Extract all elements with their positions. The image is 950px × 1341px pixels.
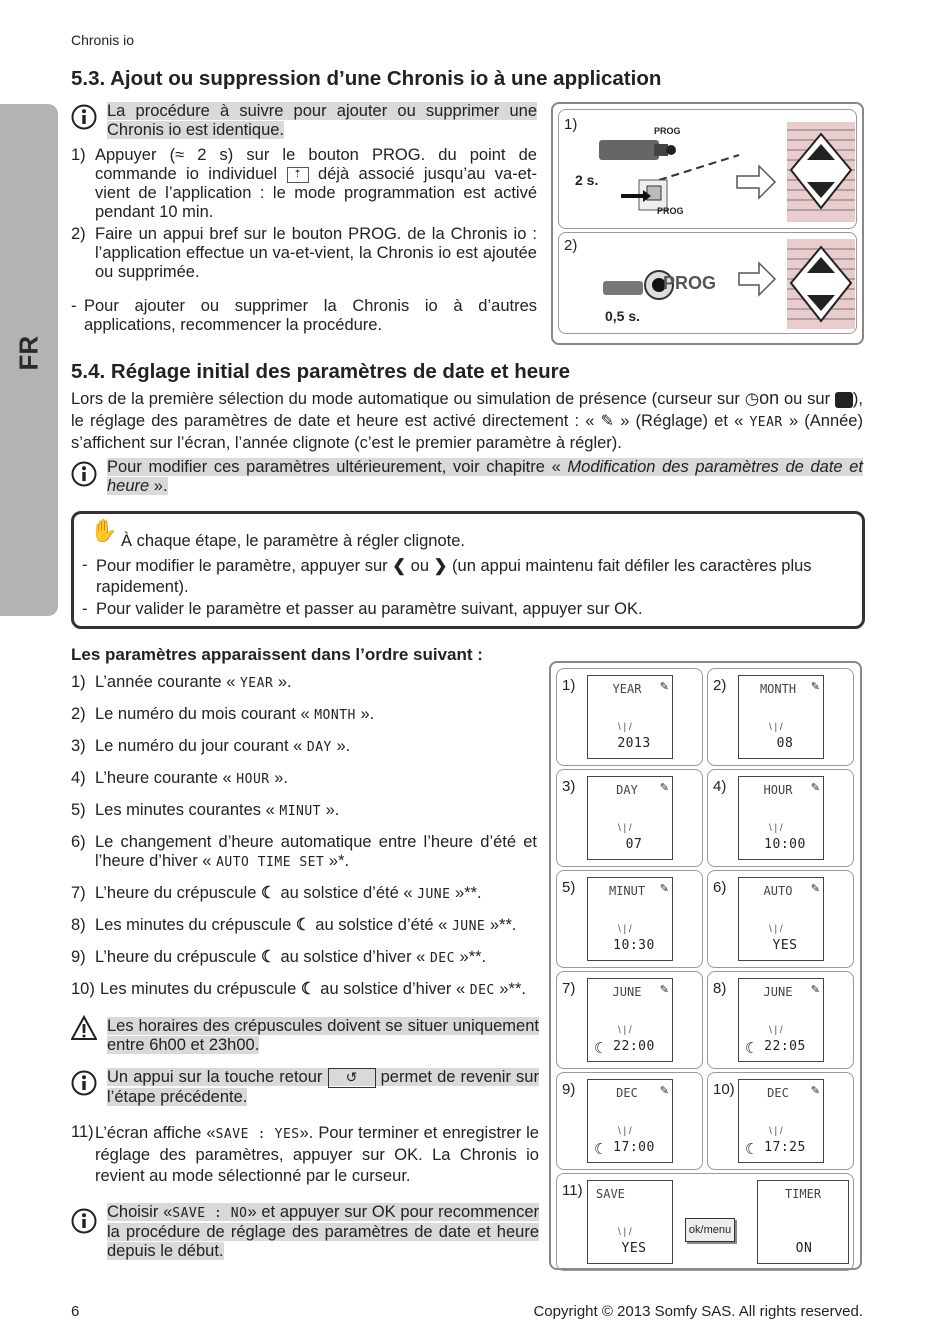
figure-label: 1): [564, 116, 578, 133]
lcd-top-text: DEC: [616, 1086, 638, 1100]
info-icon: [71, 461, 97, 487]
step-number: 1): [71, 146, 86, 164]
blink-indicator-icon: \ | /: [618, 1025, 632, 1036]
prog-step-1: [558, 109, 857, 229]
lcd-value: 07: [625, 837, 643, 852]
step-number: 2): [71, 225, 86, 243]
moon-icon: ☾: [745, 1141, 759, 1158]
step-number: 6): [71, 833, 86, 851]
prog-step-2: [558, 232, 857, 334]
blink-indicator-icon: \ | /: [618, 1126, 632, 1137]
figure-label: 7): [562, 980, 576, 997]
lcd-top-text: AUTO: [763, 884, 793, 898]
section-53-step2: Faire un appui bref sur le bouton PROG. de la Chronis io : l’application effectue un va-et-vient, la Chronis io est ajoutée ou supprimée.: [95, 225, 537, 281]
step-11-text: L’écran affiche «SAVE : YES». Pour terminer et enregistrer le réglage des paramètres, appuyer sur OK. La Chronis io revient au mode sélectionné par le curseur.: [95, 1124, 539, 1185]
prog-figure-panel: [551, 102, 864, 345]
lcd-step-cell: [707, 870, 854, 968]
clock-icon: ◷: [744, 390, 760, 408]
info-icon: [71, 1208, 97, 1234]
lcd-step-cell: [556, 668, 703, 766]
step-text: L’heure courante « HOUR ».: [95, 769, 288, 787]
lcd-screen: [587, 1180, 673, 1264]
press-duration: 2 s.: [575, 172, 599, 188]
lcd-screen: [587, 877, 673, 961]
blink-indicator-icon: \ | /: [769, 1126, 783, 1137]
lcd-top-text: SAVE: [596, 1187, 625, 1201]
step-number: 10): [71, 980, 95, 998]
lcd-screen: [587, 1079, 673, 1163]
language-tab-label: FR: [13, 335, 44, 371]
lcd-value: 2013: [617, 736, 651, 751]
lcd-top-text: MINUT: [608, 884, 646, 898]
lcd-top-text: YEAR: [612, 682, 642, 696]
hand-icon: ✋: [90, 518, 118, 543]
lcd-top-text: TIMER: [784, 1187, 822, 1201]
set-wrench-icon: ✎: [810, 984, 820, 996]
prog-label: PROG: [654, 126, 681, 136]
left-arrow-icon: ❮: [392, 557, 407, 575]
lcd-screen: [738, 675, 824, 759]
section-54-note: Pour modifier ces paramètres ultérieurement, voir chapitre « Modification des paramètres de date et heure ».: [107, 458, 863, 495]
step-number: 2): [71, 705, 86, 723]
blink-indicator-icon: \ | /: [618, 823, 632, 834]
lcd-step-cell: [707, 971, 854, 1069]
moon-icon: ☾: [594, 1040, 608, 1057]
lcd-step-cell: [556, 769, 703, 867]
choose-note: Choisir «SAVE : NO» et appuyer sur OK pour recommencer la procédure de réglage des paramètres de date et heure depuis le début.: [107, 1203, 539, 1260]
info-icon: [71, 1070, 97, 1096]
figure-label: 6): [713, 879, 727, 896]
moon-icon: ☾: [261, 884, 276, 902]
set-wrench-icon: ✎: [810, 1085, 820, 1097]
section-53-title: 5.3. Ajout ou suppression d’une Chronis io à une application: [71, 67, 662, 90]
figure-label: 11): [562, 1182, 583, 1199]
blink-indicator-icon: \ | /: [769, 924, 783, 935]
set-wrench-icon: ✎: [659, 782, 669, 794]
step-number: 3): [71, 737, 86, 755]
step-text: L’année courante « YEAR ».: [95, 673, 292, 691]
step-number: 11): [71, 1123, 94, 1141]
lcd-top-text: MONTH: [759, 682, 797, 696]
lcd-value: 10:30: [613, 938, 655, 953]
step-text: L’heure du crépuscule ☾ au solstice d’été « JUNE »**.: [95, 884, 482, 902]
section-53-step1: Appuyer (≈ 2 s) sur le bouton PROG. du point de commande io individuel ⇡ déjà associé jusqu’au va-et-vient de l’application : le mode programmation est activé pendant 10 min.: [95, 146, 537, 221]
section-53-bullet: Pour ajouter ou supprimer la Chronis io à d’autres applications, recommencer la procédure.: [84, 297, 537, 334]
prog-press-illustration: [599, 120, 859, 226]
lcd-screen: [757, 1180, 849, 1264]
page-number: 6: [71, 1303, 80, 1320]
lcd-screens-panel: [549, 661, 862, 1270]
lcd-step-cell: [707, 1072, 854, 1170]
instruction-line: Pour valider le paramètre et passer au paramètre suivant, appuyer sur OK.: [96, 600, 643, 618]
bullet-dash: -: [71, 297, 77, 315]
running-title: Chronis io: [71, 32, 135, 48]
prog-label: PROG: [657, 206, 684, 216]
warning-icon: [71, 1015, 97, 1041]
copyright: Copyright © 2013 Somfy SAS. All rights reserved.: [533, 1303, 863, 1320]
instruction-box: [71, 511, 865, 629]
section-54-title: 5.4. Réglage initial des paramètres de date et heure: [71, 360, 571, 383]
set-wrench-icon: ✎: [810, 681, 820, 693]
lcd-top-text: DEC: [767, 1086, 789, 1100]
set-wrench-icon: ✎: [659, 681, 669, 693]
blink-indicator-icon: \ | /: [618, 722, 632, 733]
order-title: Les paramètres apparaissent dans l’ordre suivant :: [71, 645, 483, 664]
moon-icon: ☾: [300, 980, 316, 998]
lcd-value: 17:00: [613, 1140, 655, 1155]
lcd-value: 22:05: [764, 1039, 806, 1054]
lcd-value: ON: [795, 1241, 813, 1256]
figure-label: 5): [562, 879, 576, 896]
step-text: Le numéro du mois courant « MONTH ».: [95, 705, 375, 723]
lcd-screen: [738, 978, 824, 1062]
step-number: 8): [71, 916, 86, 934]
section-54-intro: Lors de la première sélection du mode automatique ou simulation de présence (curseur sur ◷on ou sur ), le réglage des paramètres de date et heure est activé directement : « ✎ » (Réglage) et « YEAR » (Année) s’affichent sur l’écran, l’année clignote (c’est le premier paramètre à régler).: [71, 388, 864, 452]
set-wrench-icon: ✎: [659, 984, 669, 996]
back-key-icon: ↺: [328, 1068, 376, 1088]
step-text: Les minutes courantes « MINUT ».: [95, 801, 340, 819]
lcd-screen: [738, 877, 824, 961]
bullet-dash: -: [82, 600, 88, 618]
lcd-step-cell: [707, 668, 854, 766]
ok-menu-button[interactable]: ok/menu: [685, 1218, 735, 1242]
moon-icon: ☾: [594, 1141, 608, 1158]
lcd-top-text: DAY: [616, 783, 638, 797]
lcd-step-cell: [556, 971, 703, 1069]
step-number: 7): [71, 884, 86, 902]
figure-label: 8): [713, 980, 727, 997]
lcd-top-text: HOUR: [763, 783, 793, 797]
lcd-step-cell: [707, 769, 854, 867]
bullet-dash: -: [82, 556, 88, 574]
lcd-value: 17:25: [764, 1140, 806, 1155]
lcd-value: 10:00: [764, 837, 806, 852]
figure-label: 2): [713, 677, 727, 694]
lcd-screen: [587, 776, 673, 860]
step-text: Les minutes du crépuscule ☾ au solstice d’hiver « DEC »**.: [100, 980, 526, 998]
section-53-note: La procédure à suivre pour ajouter ou supprimer une Chronis io est identique.: [107, 102, 537, 139]
lcd-screen: [738, 1079, 824, 1163]
step-text: Le changement d’heure automatique entre l’heure d’été et l’heure d’hiver « AUTO TIME SET »*.: [95, 833, 537, 870]
lcd-step-cell: [556, 870, 703, 968]
info-icon: [71, 104, 97, 130]
step-number: 5): [71, 801, 86, 819]
moon-icon: ☾: [261, 948, 276, 966]
lcd-value: YES: [772, 938, 798, 953]
instruction-line: Pour modifier le paramètre, appuyer sur ❮ ou ❯ (un appui maintenu fait défiler les caractères plus rapidement).: [96, 557, 812, 596]
warning-text: Les horaires des crépuscules doivent se situer uniquement entre 6h00 et 23h00.: [107, 1017, 539, 1054]
moon-icon: ☾: [745, 1040, 759, 1057]
figure-label: 3): [562, 778, 576, 795]
figure-label: 9): [562, 1081, 576, 1098]
back-note: Un appui sur la touche retour ↺ permet de revenir sur l’étape précédente.: [107, 1068, 539, 1106]
figure-label: 10): [713, 1081, 735, 1098]
lcd-screen: [738, 776, 824, 860]
lcd-screen: [587, 978, 673, 1062]
set-wrench-icon: ✎: [659, 1085, 669, 1097]
press-duration: 0,5 s.: [605, 308, 641, 324]
lcd-value: 22:00: [613, 1039, 655, 1054]
set-wrench-icon: ✎: [659, 883, 669, 895]
step-text: Le numéro du jour courant « DAY ».: [95, 737, 351, 755]
step-number: 4): [71, 769, 86, 787]
figure-label: 4): [713, 778, 727, 795]
set-wrench-icon: ✎: [810, 782, 820, 794]
blink-indicator-icon: \ | /: [769, 722, 783, 733]
lcd-value: YES: [621, 1241, 647, 1256]
figure-label: 2): [564, 237, 578, 254]
blink-indicator-icon: \ | /: [618, 924, 632, 935]
step-number: 1): [71, 673, 86, 691]
step-text: Les minutes du crépuscule ☾ au solstice d’été « JUNE »**.: [95, 916, 517, 934]
lcd-screen: [587, 675, 673, 759]
step-text: L’heure du crépuscule ☾ au solstice d’hiver « DEC »**.: [95, 948, 487, 966]
lcd-value: 08: [776, 736, 794, 751]
set-wrench-icon: ✎: [810, 883, 820, 895]
figure-label: 1): [562, 677, 576, 694]
blink-indicator-icon: \ | /: [769, 1025, 783, 1036]
step-number: 9): [71, 948, 86, 966]
moon-icon: ☾: [295, 916, 311, 934]
lcd-step-cell: [556, 1072, 703, 1170]
lcd-step-cell: [556, 1173, 854, 1271]
blink-indicator-icon: \ | /: [769, 823, 783, 834]
blink-indicator-icon: \ | /: [618, 1227, 632, 1238]
lcd-top-text: JUNE: [763, 985, 793, 999]
remote-icon: ⇡: [287, 167, 309, 183]
right-arrow-icon: ❯: [433, 557, 448, 575]
instruction-line: À chaque étape, le paramètre à régler clignote.: [121, 532, 465, 550]
prog-label: PROG: [663, 273, 717, 293]
lcd-top-text: JUNE: [612, 985, 642, 999]
suitcase-icon: [835, 392, 853, 408]
set-wrench-icon: ✎: [600, 412, 615, 430]
